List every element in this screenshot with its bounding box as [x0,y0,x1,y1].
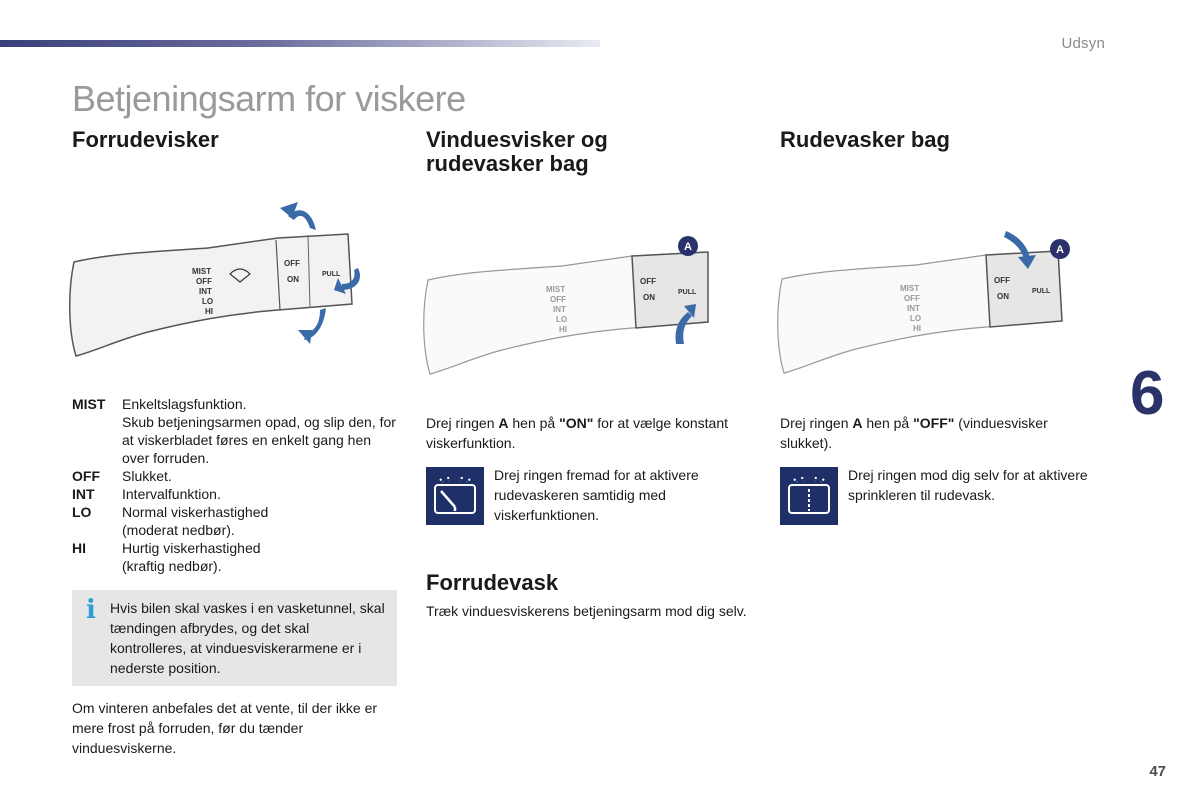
definition-value: Intervalfunktion. [122,486,221,502]
rear-washer-off-text [780,413,1100,453]
front-wiper-heading: Forrudevisker [72,127,219,152]
definition-value: Normal viskerhastighed (moderat nedbør). [122,504,269,538]
ring-label-off: OFF [994,276,1010,285]
text-part: (vinduesvisker slukket). [780,415,1048,451]
header-gradient-bar [0,40,600,47]
lever-label-mist: MIST [546,285,566,294]
front-wiper-lever-illustration [68,190,378,365]
ring-label-on: ON [287,275,299,284]
definition-key: INT [72,486,95,502]
definition-value: Enkeltslagsfunktion. Skub betjeningsarmen opad, og slip den, for at viskerbladet føres en enkelt gang hen over forruden. [122,396,396,466]
text-part: Drej ringen [426,415,499,431]
rear-wiper-on-text [426,413,746,453]
lever-label-mist: MIST [900,284,920,293]
definition-key: HI [72,540,86,556]
text-value: "OFF" [913,415,955,431]
lever-label-lo: LO [202,297,214,306]
ring-label-pull: PULL [322,271,341,278]
info-icon: i [86,595,96,625]
definition-row-hi [72,539,402,575]
column-rear-wiper-washer [426,128,756,176]
lever-label-hi: HI [913,324,921,333]
info-box [72,590,397,686]
page-title: Betjeningsarm for viskere [72,78,466,119]
text-marker: A [852,415,863,431]
rear-wiper-washer-icon [426,467,484,525]
lever-label-int: INT [199,287,212,296]
rear-washer-icon [780,467,838,525]
column-rear-washer [780,128,1110,152]
ring-label-off: OFF [284,259,300,268]
lever-label-mist: MIST [192,267,212,276]
rear-wiper-on-illustration [422,232,722,377]
text-part: for at vælge konstant viskerfunktion. [426,415,729,451]
page-number: 47 [1149,763,1166,780]
text-part: hen på [862,415,914,431]
definition-key: OFF [72,468,100,484]
lever-label-off: OFF [904,294,920,303]
front-washer-heading: Forrudevask [426,570,559,595]
front-washer-text: Træk vinduesviskerens betjeningsarm mod dig selv. [426,603,747,619]
rear-wiper-washer-heading [426,128,756,176]
text-part: Drej ringen [780,415,853,431]
ring-label-on: ON [997,292,1009,301]
definition-value: Hurtig viskerhastighed (kraftig nedbør). [122,540,261,574]
text-part: hen på [508,415,560,431]
info-text: Hvis bilen skal vaskes i en vasketunnel, skal tændingen afbrydes, og det skal kontrolleres, at vinduesviskerarmene er i nederste position. [110,600,385,676]
definition-row-lo [72,503,402,539]
definition-value: Slukket. [122,468,172,484]
lever-label-hi: HI [559,325,567,334]
marker-a-label: A [1056,244,1064,256]
chapter-number: 6 [1130,359,1165,428]
winter-note: Om vinteren anbefales det at vente, til der ikke er mere frost på forruden, før du tænder vinduesviskerne. [72,700,378,756]
heading-line-1: Vinduesvisker og [426,127,608,152]
definition-key: LO [72,504,92,520]
definition-row-off [72,467,402,485]
heading-line-2: rudevasker bag [426,151,589,176]
ring-label-on: ON [643,293,655,302]
definition-row-int [72,485,402,503]
rear-wiper-washer-icon-text: Drej ringen fremad for at aktivere rudevaskeren samtidig med viskerfunktionen. [494,467,699,523]
section-label: Udsyn [1061,35,1105,52]
definition-key: MIST [72,396,106,412]
lever-label-lo: LO [910,314,922,323]
rear-washer-heading: Rudevasker bag [780,127,950,152]
lever-label-hi: HI [205,307,213,316]
lever-label-int: INT [907,304,920,313]
text-marker: A [498,415,509,431]
rear-washer-icon-text: Drej ringen mod dig selv for at aktivere sprinkleren til rudevask. [848,467,1088,503]
lever-label-off: OFF [550,295,566,304]
text-value: "ON" [559,415,594,431]
definition-row-mist [72,395,402,467]
lever-label-int: INT [553,305,566,314]
lever-label-lo: LO [556,315,568,324]
lever-label-off: OFF [196,277,212,286]
ring-label-off: OFF [640,277,656,286]
mode-definitions-list [72,395,402,575]
marker-a-label: A [684,241,692,253]
ring-label-pull: PULL [1032,288,1051,295]
rear-washer-illustration [776,225,1076,375]
ring-label-pull: PULL [678,289,697,296]
column-front-wiper [72,128,402,152]
